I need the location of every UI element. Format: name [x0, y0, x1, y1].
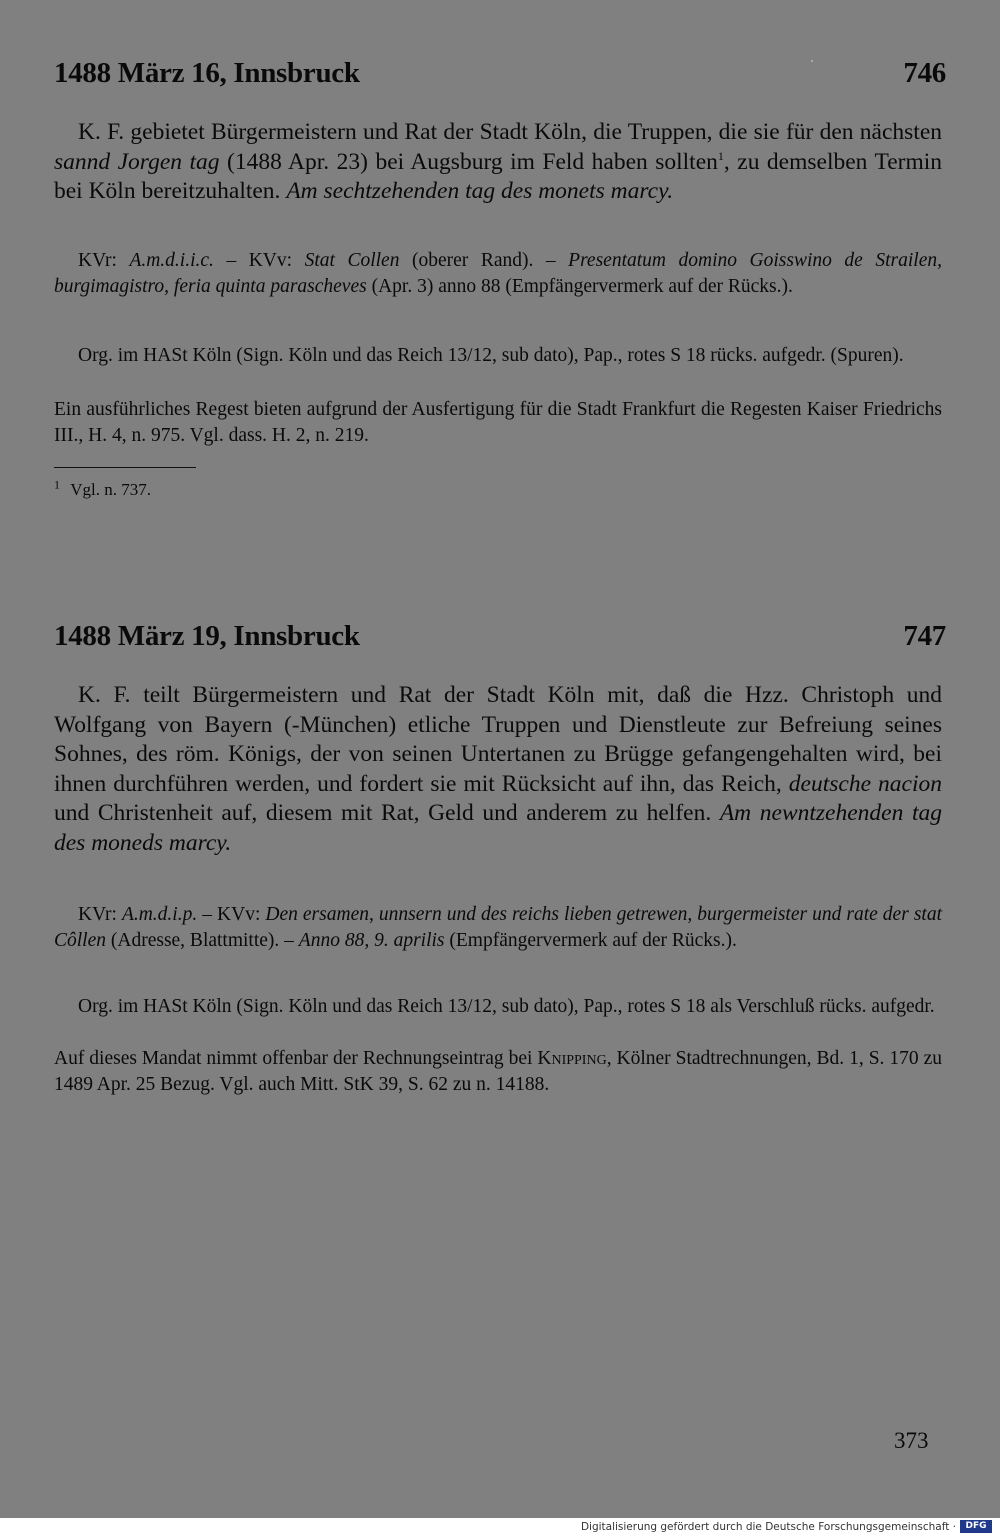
text-run: Anno 88, 9. aprilis — [298, 929, 445, 951]
entry-746-summary — [54, 118, 942, 207]
text-run: deutsche nacion — [788, 770, 942, 797]
text-run: K. F. gebietet Bürgermeistern und Rat der Stadt Köln, die Truppen, die sie für den nächsten — [78, 119, 942, 145]
entry-746-note-original — [54, 343, 942, 369]
entry-746-note-kv — [54, 248, 942, 299]
text-run: Org. im HASt Köln (Sign. Köln und das Reich 13/12, sub dato), Pap., rotes S 18 als Verschluß rücks. aufgedr. — [78, 996, 935, 1017]
text-run: Am sechtzehenden tag des monets marcy. — [286, 178, 674, 204]
footnote-reference: 1 — [717, 148, 724, 163]
text-run: Presentatum domino Goisswino de Strailen, burgimagistro, feria quinta parascheves — [54, 250, 942, 297]
text-run: (1488 Apr. 23) bei Augsburg im Feld haben sollten — [219, 148, 718, 175]
text-run: (Adresse, Blattmitte). – — [106, 929, 299, 951]
text-run: – KVv: — [197, 904, 266, 925]
footnote-text: Vgl. n. 737. — [70, 480, 151, 499]
text-run: KVr: — [78, 250, 130, 271]
entry-number: 747 — [903, 620, 946, 652]
entry-747-note-kv — [54, 902, 942, 953]
text-run: (oberer Rand). – — [399, 250, 569, 271]
text-run: A.m.d.i.i.c. — [129, 250, 214, 271]
text-run: Den ersamen, unnsern und des reichs lieben getrewen, burgermeister und rate der stat Côllen — [54, 904, 942, 951]
entry-746-heading — [54, 57, 946, 90]
footnote — [54, 479, 151, 501]
dfg-logo-icon: DFG — [960, 1520, 992, 1533]
text-run: K. F. teilt Bürgermeistern und Rat der Stadt Köln mit, daß die Hzz. Christoph und Wolfgang von Bayern (-München) etliche Truppen und Dienstleute zur Befreiung seines Sohnes, des röm. Königs, der von seinen Untertanen zu Brügge gefangengehalten wird, bei ihnen durchführen werden, und fordert sie mit Rücksicht auf ihn, das Reich, — [54, 682, 942, 797]
text-run: und Christenheit auf, diesem mit Rat, Geld und anderem zu helfen. — [54, 800, 720, 826]
entry-747-note-reference — [54, 1046, 942, 1097]
text-run: (Apr. 3) anno 88 (Empfängervermerk auf der Rücks.). — [366, 275, 793, 297]
text-run: Org. im HASt Köln (Sign. Köln und das Reich 13/12, sub dato), Pap., rotes S 18 rücks. aufgedr. (Spuren). — [78, 345, 904, 366]
entry-747-note-original — [54, 994, 942, 1020]
entry-747-summary — [54, 681, 942, 858]
text-run: KVr: — [78, 904, 122, 925]
text-run: – KVv: — [213, 250, 305, 271]
text-run: Knipping — [537, 1048, 607, 1069]
entry-747-heading — [54, 620, 946, 653]
entry-date-place: 1488 März 19, Innsbruck — [54, 620, 360, 652]
text-run: Ein ausführliches Regest bieten aufgrund der Ausfertigung für die Stadt Frankfurt die Regesten Kaiser Friedrichs III., H. 4, n. 975. Vgl. dass. H. 2, n. 219. — [54, 399, 942, 446]
footnote-mark: 1 — [54, 477, 60, 492]
entry-date-place: 1488 März 16, Innsbruck — [54, 57, 360, 89]
text-run: , zu demselben Termin bei Köln bereitzuhalten. — [54, 148, 943, 204]
text-run: (Empfängervermerk auf der Rücks.). — [444, 929, 737, 951]
text-run: Am newntzehenden tag des moneds marcy. — [54, 800, 942, 856]
funding-notice: Digitalisierung gefördert durch die Deutsche Forschungsgemeinschaft · — [580, 1521, 956, 1533]
entry-746-note-regest — [54, 397, 942, 448]
entry-number: 746 — [903, 57, 946, 89]
footnote-rule — [54, 467, 196, 468]
text-run: Auf dieses Mandat nimmt offenbar der Rechnungseintrag bei — [54, 1048, 538, 1069]
text-run: sannd Jorgen tag — [54, 148, 220, 175]
text-run: A.m.d.i.p. — [121, 904, 198, 925]
text-run: Stat Collen — [304, 250, 400, 271]
text-run: , Kölner Stadtrechnungen, Bd. 1, S. 170 zu 1489 Apr. 25 Bezug. Vgl. auch Mitt. StK 39, S. 62 zu n. 14188. — [54, 1048, 942, 1095]
page-number: 373 — [894, 1428, 929, 1453]
